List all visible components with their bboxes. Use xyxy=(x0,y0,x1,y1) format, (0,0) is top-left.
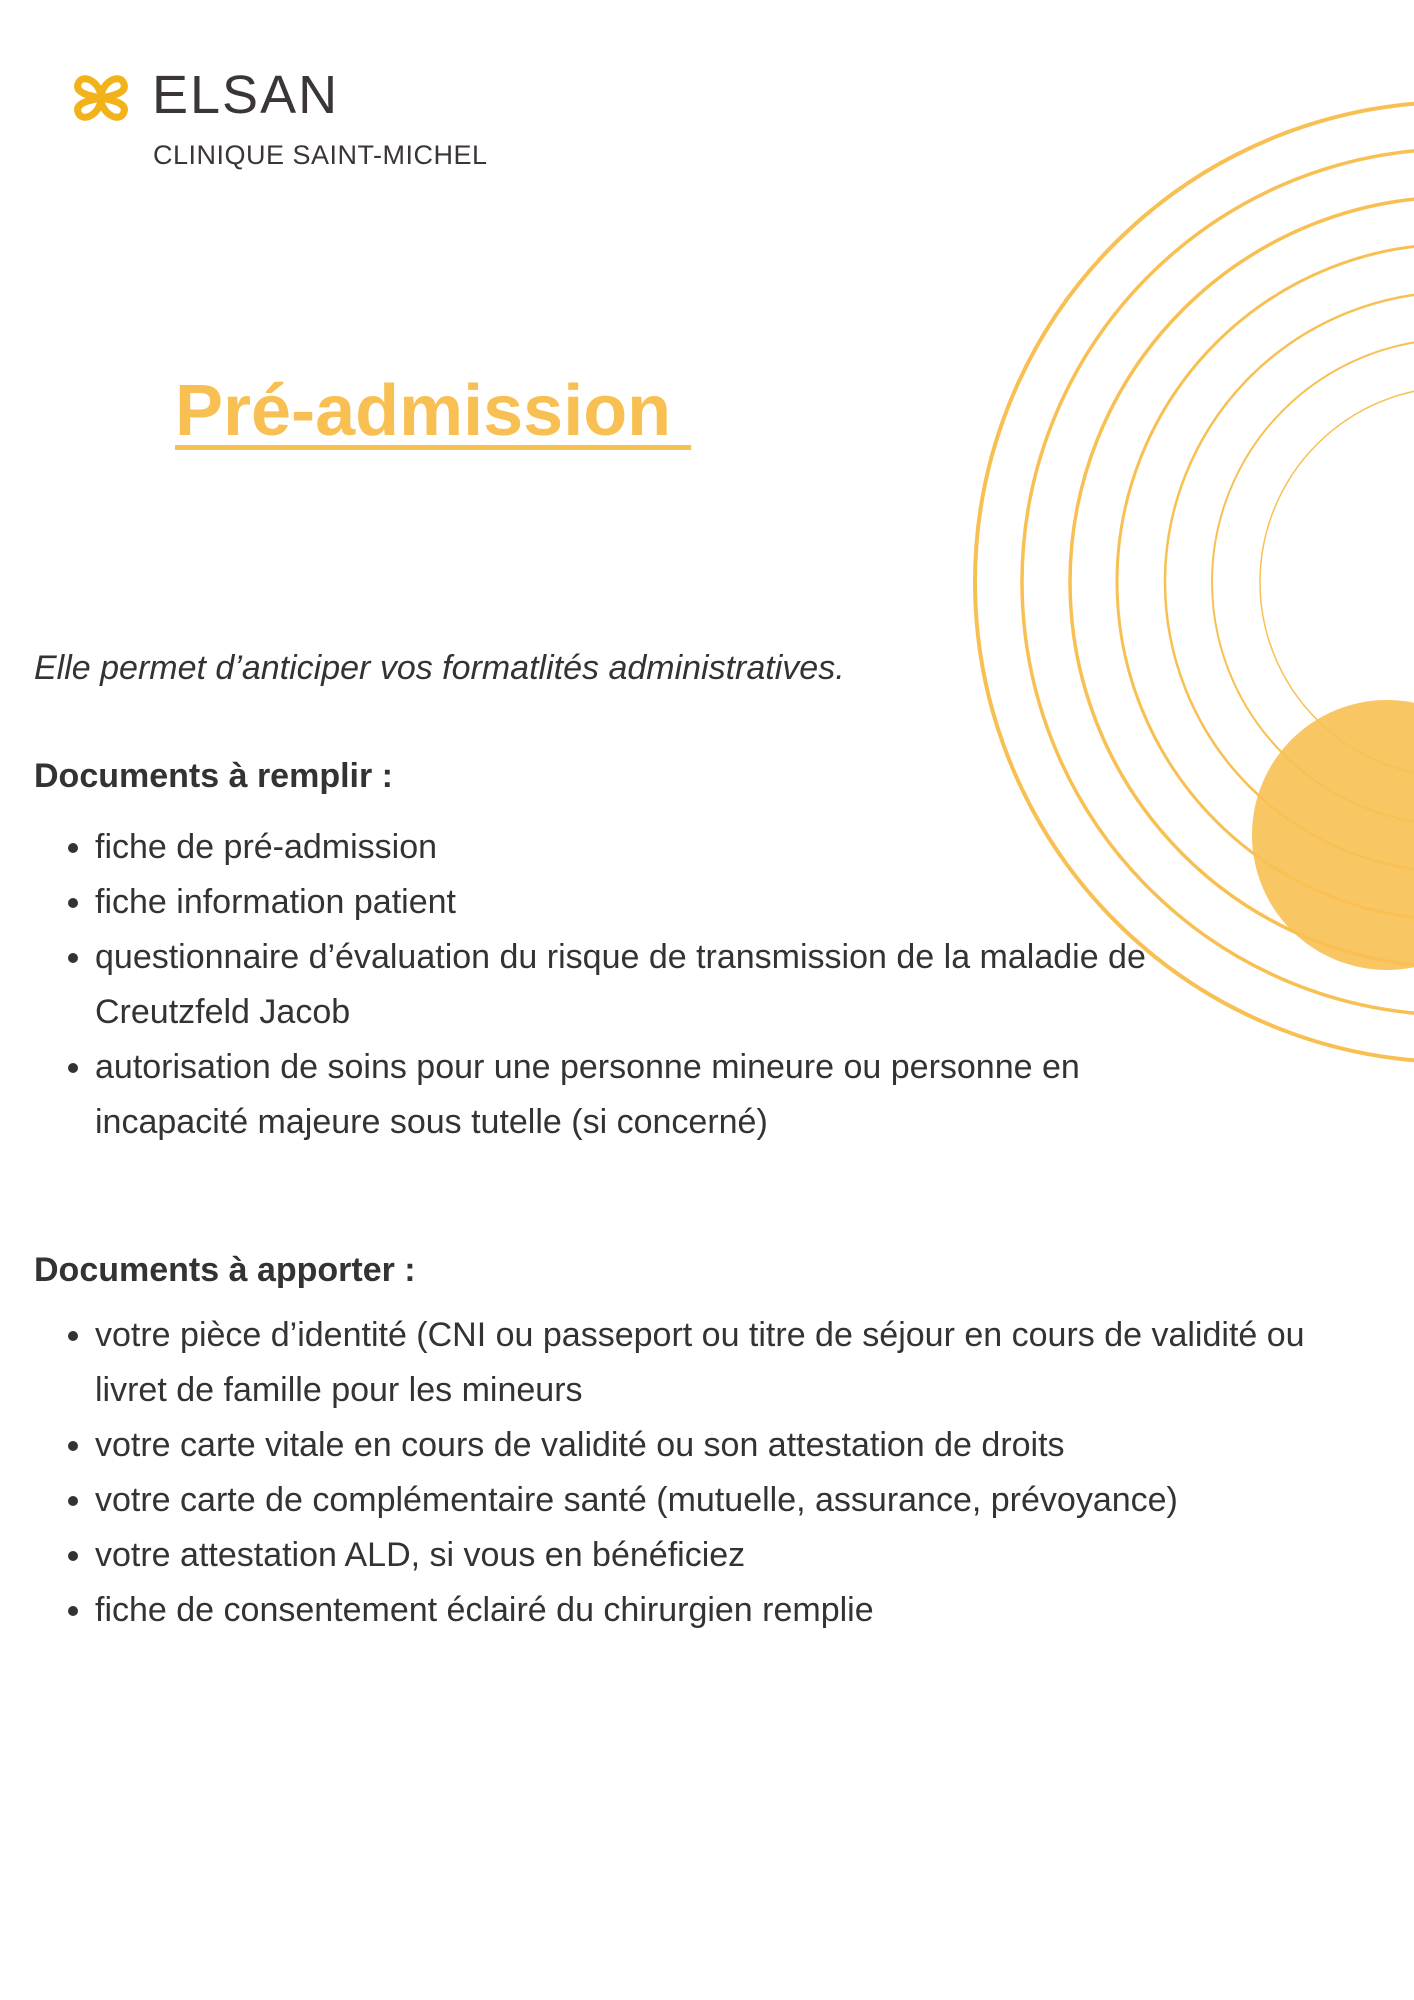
bullet-icon xyxy=(68,1331,78,1341)
clinic-logo xyxy=(70,64,670,184)
list-item-text: votre carte de complémentaire santé (mutuelle, assurance, prévoyance) xyxy=(95,1481,1178,1519)
list-item-text: votre pièce d’identité (CNI ou passeport ou titre de séjour en cours de validité ou livret de famille pour les mineurs xyxy=(95,1316,1305,1409)
documents-to-fill-heading: Documents à remplir : xyxy=(34,757,393,795)
documents-to-bring-heading: Documents à apporter : xyxy=(34,1251,416,1289)
decor-ring xyxy=(1165,292,1414,872)
bullet-icon xyxy=(68,1441,78,1451)
list-item-text: fiche de pré-admission xyxy=(95,828,438,866)
list-item-text: votre carte vitale en cours de validité ou son attestation de droits xyxy=(95,1426,1065,1464)
list-item-text: questionnaire d’évaluation du risque de transmission de la maladie de Creutzfeld Jacob xyxy=(95,938,1146,1031)
list-item xyxy=(34,820,1174,875)
list-item-text: fiche de consentement éclairé du chirurgien remplie xyxy=(95,1591,874,1629)
clinic-name: CLINIQUE SAINT-MICHEL xyxy=(153,140,488,170)
bullet-icon xyxy=(68,1496,78,1506)
list-item-text: votre attestation ALD, si vous en bénéficiez xyxy=(95,1536,746,1574)
decor-ring xyxy=(1260,387,1414,777)
elsan-logo-icon xyxy=(70,66,132,130)
decor-disc xyxy=(1252,700,1414,970)
bullet-icon xyxy=(68,1063,78,1073)
list-item xyxy=(34,1528,1354,1583)
list-item xyxy=(34,1583,1354,1638)
page-title: Pré-admission xyxy=(175,371,692,451)
bullet-icon xyxy=(68,1551,78,1561)
brand-name: ELSAN xyxy=(152,65,340,125)
intro-text: Elle permet d’anticiper vos formatlités administratives. xyxy=(34,649,845,687)
list-item-text: autorisation de soins pour une personne mineure ou personne en incapacité majeure sous tutelle (si concerné) xyxy=(95,1048,1080,1141)
list-item xyxy=(34,1040,1174,1150)
documents-to-bring-list xyxy=(34,1308,1354,1638)
bullet-icon xyxy=(68,953,78,963)
list-item xyxy=(34,930,1174,1040)
decor-ring xyxy=(1117,244,1414,920)
decor-ring xyxy=(1212,339,1414,825)
list-item xyxy=(34,875,1174,930)
list-item xyxy=(34,1308,1354,1418)
list-item xyxy=(34,1473,1354,1528)
list-item-text: fiche information patient xyxy=(95,883,456,921)
documents-to-fill-list xyxy=(34,820,1174,1150)
bullet-icon xyxy=(68,898,78,908)
bullet-icon xyxy=(68,1606,78,1616)
bullet-icon xyxy=(68,843,78,853)
list-item xyxy=(34,1418,1354,1473)
